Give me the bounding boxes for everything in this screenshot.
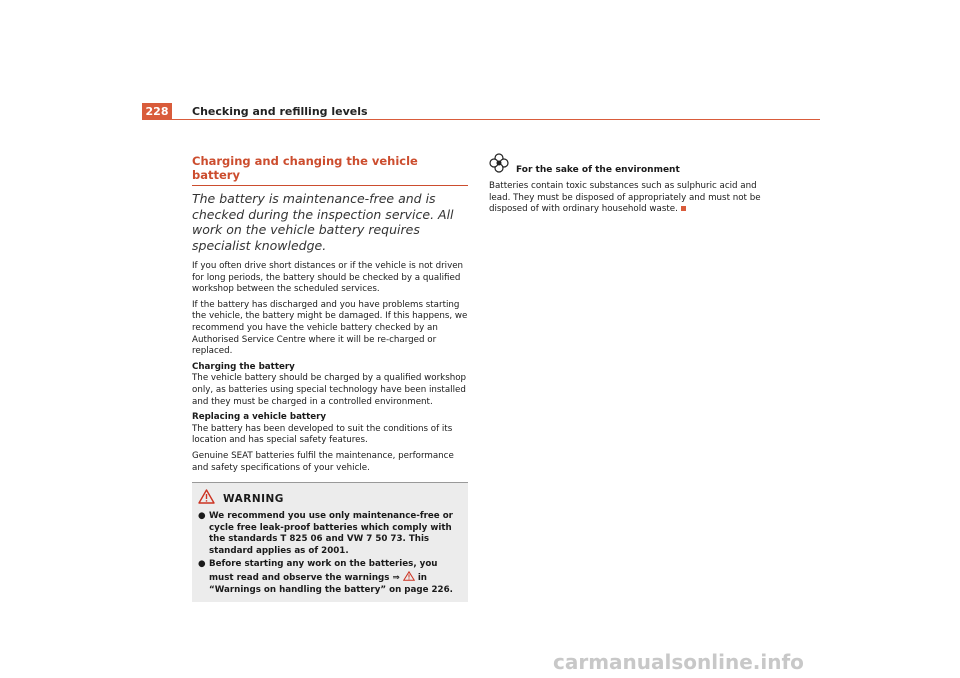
replacing-heading: Replacing a vehicle battery: [192, 412, 327, 423]
environment-text: Batteries contain toxic substances such as sulphuric acid and lead. They must be disposed of appropriately and must not be disposed of with ordinary household waste.: [489, 181, 761, 215]
section-end-marker-icon: [681, 206, 686, 211]
warning-label: WARNING: [223, 492, 284, 505]
warning-item-text: [209, 559, 462, 596]
section-lead: The battery is maintenance-free and is checked during the inspection service. All work on the vehicle battery requires specialist knowledge.: [192, 191, 454, 253]
warning-item-text: We recommend you use only maintenance-free or cycle free leak-proof batteries which comply with the standards T 825 06 and VW 7 50 73. This standard applies as of 2001.: [209, 511, 453, 556]
warning-item-text-end: in “Warnings on handling the battery” on page 226.: [209, 573, 453, 595]
warning-header: [192, 483, 468, 511]
paragraph: If the battery has discharged and you have problems starting the vehicle, the battery might be damaged. If this happens, we recommend you have the vehicle battery checked by an Authorised Service Centre where it will be re-charged or replaced.: [192, 299, 468, 357]
environment-flower-icon: [489, 153, 509, 177]
warning-triangle-icon: [198, 489, 215, 508]
charging-heading: Charging the battery: [192, 361, 295, 372]
environment-text-block: [489, 181, 769, 216]
warning-box: [192, 482, 468, 602]
warning-item: [192, 559, 468, 598]
running-header-title: Checking and refilling levels: [192, 105, 368, 118]
bullet-icon: ●: [198, 511, 206, 522]
warning-item: [192, 511, 468, 559]
watermark: carmanualsonline.info: [553, 650, 804, 674]
warning-item-text-start: Before starting any work on the batteries, you must read and observe the warnings ⇒: [209, 559, 438, 584]
replacing-text: Genuine SEAT batteries fulfil the maintenance, performance and safety specifications of your vehicle.: [192, 450, 454, 473]
charging-text: The vehicle battery should be charged by a qualified workshop only, as batteries using special technology have been installed and they must be charged in a controlled environment.: [192, 373, 467, 407]
side-column: [489, 153, 769, 216]
environment-header: [489, 153, 769, 177]
main-column: [192, 154, 468, 602]
environment-title: For the sake of the environment: [516, 165, 680, 175]
paragraph: If you often drive short distances or if the vehicle is not driven for long periods, the battery should be checked by a qualified workshop between the scheduled services.: [192, 261, 464, 295]
bullet-icon: ●: [198, 559, 206, 570]
section-title: Charging and changing the vehicle battery: [192, 154, 468, 186]
warning-reference-icon[interactable]: [403, 573, 418, 583]
replacing-text: The battery has been developed to suit the conditions of its location and has special safety features.: [192, 423, 453, 446]
page-number: 228: [142, 103, 172, 120]
header-divider: [142, 119, 820, 120]
